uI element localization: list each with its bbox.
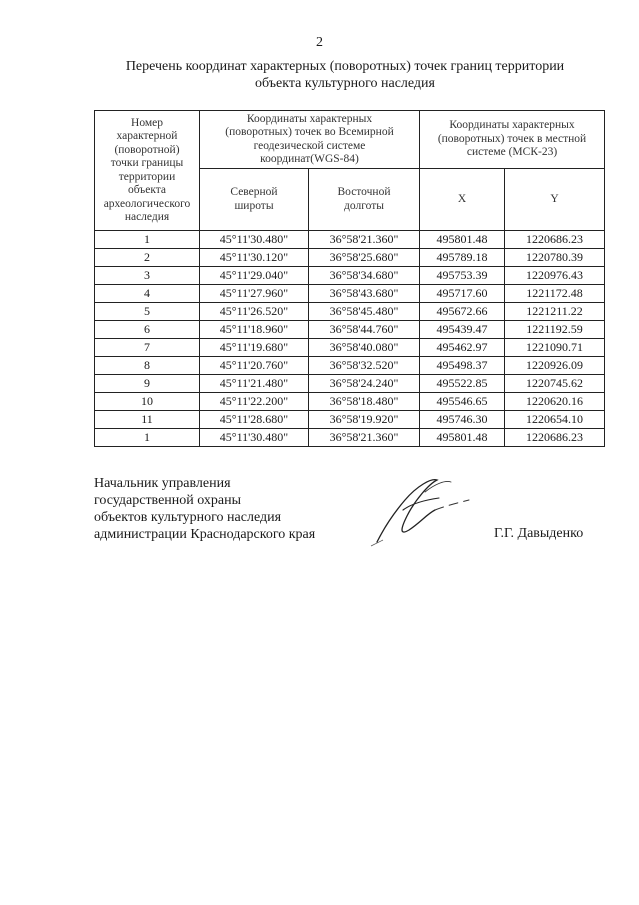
cell-latitude: 45°11'21.480" (200, 375, 309, 393)
document-title (80, 58, 610, 92)
header-y: Y (505, 169, 605, 231)
cell-longitude: 36°58'21.360" (309, 231, 420, 249)
cell-x: 495753.39 (420, 267, 505, 285)
cell-latitude: 45°11'18.960" (200, 321, 309, 339)
cell-x: 495801.48 (420, 429, 505, 447)
header-msk23-group: Координаты характерных (поворотных) точек в местной системе (МСК-23) (420, 111, 605, 169)
cell-point-number: 1 (95, 231, 200, 249)
table-body (95, 231, 605, 447)
cell-longitude: 36°58'45.480" (309, 303, 420, 321)
cell-latitude: 45°11'28.680" (200, 411, 309, 429)
table-row (95, 339, 605, 357)
title-line-2: объекта культурного наследия (255, 76, 435, 91)
cell-y: 1221172.48 (505, 285, 605, 303)
cell-latitude: 45°11'20.760" (200, 357, 309, 375)
cell-x: 495498.37 (420, 357, 505, 375)
cell-longitude: 36°58'18.480" (309, 393, 420, 411)
cell-y: 1220745.62 (505, 375, 605, 393)
signer-position (94, 475, 315, 543)
cell-point-number: 3 (95, 267, 200, 285)
cell-longitude: 36°58'32.520" (309, 357, 420, 375)
cell-point-number: 10 (95, 393, 200, 411)
cell-x: 495522.85 (420, 375, 505, 393)
table-row (95, 231, 605, 249)
header-point-number: Номер характерной (поворотной) точки границы территории объекта археологического наследия (95, 111, 200, 231)
cell-latitude: 45°11'30.480" (200, 231, 309, 249)
cell-x: 495546.65 (420, 393, 505, 411)
table-row (95, 321, 605, 339)
cell-y: 1220620.16 (505, 393, 605, 411)
cell-x: 495439.47 (420, 321, 505, 339)
cell-longitude: 36°58'25.680" (309, 249, 420, 267)
coordinates-table (94, 110, 605, 447)
cell-y: 1221192.59 (505, 321, 605, 339)
position-line: объектов культурного наследия (94, 510, 282, 525)
table-row (95, 357, 605, 375)
cell-y: 1221211.22 (505, 303, 605, 321)
cell-point-number: 9 (95, 375, 200, 393)
cell-y: 1220686.23 (505, 231, 605, 249)
cell-point-number: 4 (95, 285, 200, 303)
cell-longitude: 36°58'40.080" (309, 339, 420, 357)
cell-longitude: 36°58'44.760" (309, 321, 420, 339)
table-row (95, 393, 605, 411)
cell-point-number: 7 (95, 339, 200, 357)
cell-y: 1220780.39 (505, 249, 605, 267)
handwritten-signature (365, 470, 495, 550)
cell-latitude: 45°11'19.680" (200, 339, 309, 357)
title-line-1: Перечень координат характерных (поворотных) точек границ территории (125, 59, 565, 74)
position-line: государственной охраны (94, 493, 242, 508)
header-wgs84-group: Координаты характерных (поворотных) точек во Всемирной геодезической системе координат(WGS-84) (200, 111, 420, 169)
table-row (95, 249, 605, 267)
position-line: администрации Краснодарского края (94, 527, 316, 542)
cell-y: 1220976.43 (505, 267, 605, 285)
cell-y: 1220686.23 (505, 429, 605, 447)
cell-point-number: 11 (95, 411, 200, 429)
table-row (95, 375, 605, 393)
cell-point-number: 1 (95, 429, 200, 447)
cell-point-number: 2 (95, 249, 200, 267)
cell-latitude: 45°11'26.520" (200, 303, 309, 321)
cell-longitude: 36°58'21.360" (309, 429, 420, 447)
cell-longitude: 36°58'24.240" (309, 375, 420, 393)
cell-longitude: 36°58'43.680" (309, 285, 420, 303)
cell-point-number: 8 (95, 357, 200, 375)
cell-latitude: 45°11'27.960" (200, 285, 309, 303)
table-row (95, 267, 605, 285)
cell-x: 495746.30 (420, 411, 505, 429)
cell-y: 1221090.71 (505, 339, 605, 357)
header-latitude: Северной широты (200, 169, 309, 231)
cell-latitude: 45°11'22.200" (200, 393, 309, 411)
header-x: X (420, 169, 505, 231)
cell-latitude: 45°11'29.040" (200, 267, 309, 285)
cell-longitude: 36°58'34.680" (309, 267, 420, 285)
table-row (95, 429, 605, 447)
cell-y: 1220926.09 (505, 357, 605, 375)
table-row (95, 303, 605, 321)
header-longitude: Восточной долготы (309, 169, 420, 231)
cell-latitude: 45°11'30.120" (200, 249, 309, 267)
position-line: Начальник управления (94, 476, 231, 491)
table-row (95, 285, 605, 303)
cell-y: 1220654.10 (505, 411, 605, 429)
cell-x: 495801.48 (420, 231, 505, 249)
cell-x: 495672.66 (420, 303, 505, 321)
cell-x: 495789.18 (420, 249, 505, 267)
cell-point-number: 6 (95, 321, 200, 339)
table-row (95, 411, 605, 429)
cell-longitude: 36°58'19.920" (309, 411, 420, 429)
cell-x: 495717.60 (420, 285, 505, 303)
cell-latitude: 45°11'30.480" (200, 429, 309, 447)
cell-point-number: 5 (95, 303, 200, 321)
page-number: 2 (316, 35, 323, 50)
cell-x: 495462.97 (420, 339, 505, 357)
signer-name: Г.Г. Давыденко (494, 526, 584, 541)
